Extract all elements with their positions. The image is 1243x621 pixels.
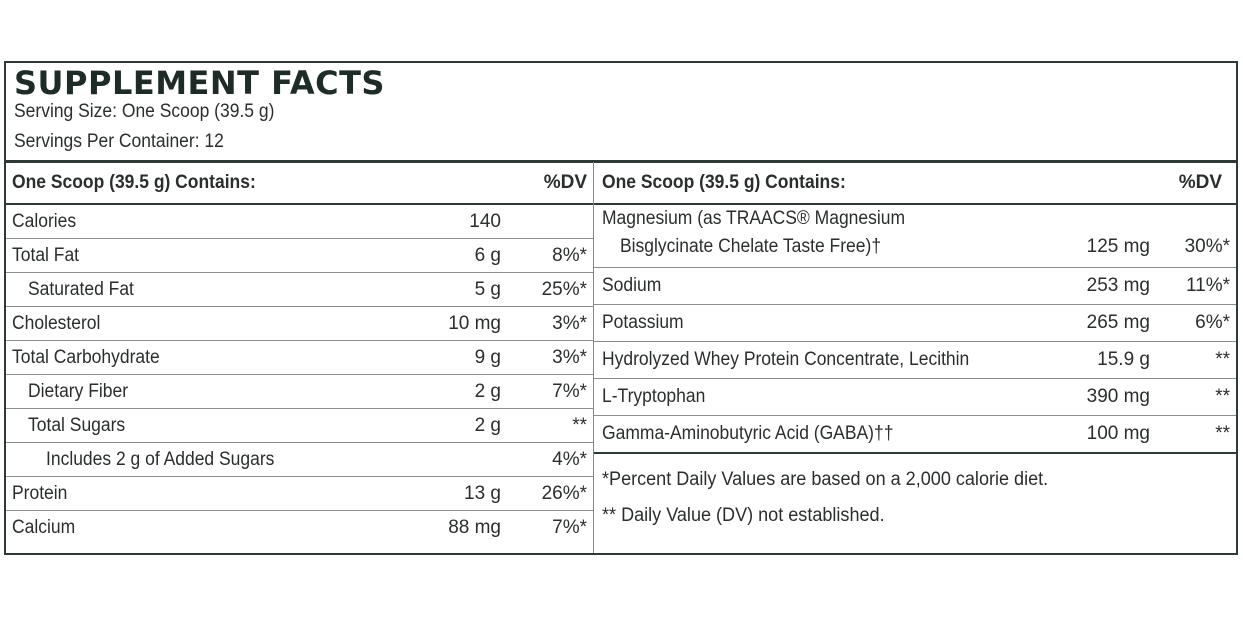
nutrient-amount: 253 mg <box>1086 275 1150 296</box>
table-row <box>594 342 1236 379</box>
right-header-name: One Scoop (39.5 g) Contains: <box>602 172 846 193</box>
nutrient-amount: 15.9 g <box>1097 349 1150 370</box>
right-column <box>594 163 1236 534</box>
nutrient-name: Includes 2 g of Added Sugars <box>46 449 275 470</box>
nutrient-name: Calories <box>12 211 77 232</box>
nutrient-dv: 6%* <box>1195 312 1230 333</box>
left-header <box>6 163 593 205</box>
na-footnote: ** Daily Value (DV) not established. <box>602 505 885 526</box>
nutrient-amount: 6 g <box>474 245 501 266</box>
nutrient-name: Gamma-Aminobutyric Acid (GABA)†† <box>602 423 894 444</box>
nutrient-name: Sodium <box>602 275 662 296</box>
footnotes <box>594 462 1236 534</box>
nutrient-dv: 25%* <box>541 279 587 300</box>
right-header <box>594 163 1236 205</box>
footnote-rule <box>594 452 1236 454</box>
nutrient-name: Total Fat <box>12 245 80 266</box>
right-header-dv: %DV <box>1178 172 1222 193</box>
table-row <box>6 205 593 239</box>
nutrient-dv: 26%* <box>541 483 587 504</box>
nutrient-amount: 13 g <box>464 483 501 504</box>
left-header-dv: %DV <box>543 172 587 193</box>
nutrient-amount: 10 mg <box>448 313 501 334</box>
nutrient-name: Total Sugars <box>28 415 126 436</box>
nutrient-name: Saturated Fat <box>28 279 134 300</box>
table-row <box>6 477 593 511</box>
table-row <box>6 375 593 409</box>
table-row <box>594 379 1236 416</box>
nutrient-name: L-Tryptophan <box>602 386 706 407</box>
magnesium-name-line1: Magnesium (as TRAACS® Magnesium <box>602 208 906 229</box>
table-row <box>594 268 1236 305</box>
nutrient-amount: 140 <box>469 211 501 232</box>
nutrient-dv: 3%* <box>552 347 587 368</box>
dv-footnote: *Percent Daily Values are based on a 2,000 calorie diet. <box>602 469 1049 490</box>
nutrient-name: Total Carbohydrate <box>12 347 160 368</box>
nutrient-name: Calcium <box>12 517 76 538</box>
supplement-facts-panel <box>4 61 1238 555</box>
nutrient-amount: 390 mg <box>1086 386 1150 407</box>
nutrient-dv: 3%* <box>552 313 587 334</box>
nutrient-name: Dietary Fiber <box>28 381 129 402</box>
label-title: SUPPLEMENT FACTS <box>14 64 385 102</box>
nutrient-dv: 7%* <box>552 517 587 538</box>
nutrient-name: Cholesterol <box>12 313 101 334</box>
nutrient-name: Protein <box>12 483 68 504</box>
nutrient-dv: 8%* <box>552 245 587 266</box>
table-row <box>594 416 1236 452</box>
magnesium-name-line2: Bisglycinate Chelate Taste Free)† <box>620 236 882 257</box>
nutrient-amount: 88 mg <box>448 517 501 538</box>
nutrient-amount: 2 g <box>474 415 501 436</box>
table-row <box>6 409 593 443</box>
table-row <box>6 307 593 341</box>
table-row <box>6 239 593 273</box>
nutrient-amount: 2 g <box>474 381 501 402</box>
nutrient-name: Hydrolyzed Whey Protein Concentrate, Lecithin <box>602 349 970 370</box>
nutrient-amount: 100 mg <box>1086 423 1150 444</box>
table-row <box>594 205 1236 268</box>
table-row <box>6 341 593 375</box>
nutrient-dv: 11%* <box>1185 275 1230 296</box>
nutrient-amount: 265 mg <box>1086 312 1150 333</box>
left-column <box>6 163 593 544</box>
serving-size: Serving Size: One Scoop (39.5 g) <box>14 101 275 122</box>
table-row <box>6 443 593 477</box>
table-row <box>6 511 593 544</box>
nutrient-dv: 30%* <box>1184 236 1230 257</box>
nutrient-name: Potassium <box>602 312 684 333</box>
nutrient-dv: ** <box>572 415 587 436</box>
servings-per-container: Servings Per Container: 12 <box>14 131 224 152</box>
nutrient-dv: 7%* <box>552 381 587 402</box>
nutrient-dv: ** <box>1215 349 1230 370</box>
nutrient-dv: ** <box>1215 386 1230 407</box>
nutrient-amount: 125 mg <box>1086 236 1150 257</box>
left-header-name: One Scoop (39.5 g) Contains: <box>12 172 256 193</box>
nutrient-amount: 5 g <box>474 279 501 300</box>
nutrient-amount: 9 g <box>474 347 501 368</box>
nutrient-dv: 4%* <box>552 449 587 470</box>
table-row <box>594 305 1236 342</box>
table-row <box>6 273 593 307</box>
nutrient-dv: ** <box>1215 423 1230 444</box>
